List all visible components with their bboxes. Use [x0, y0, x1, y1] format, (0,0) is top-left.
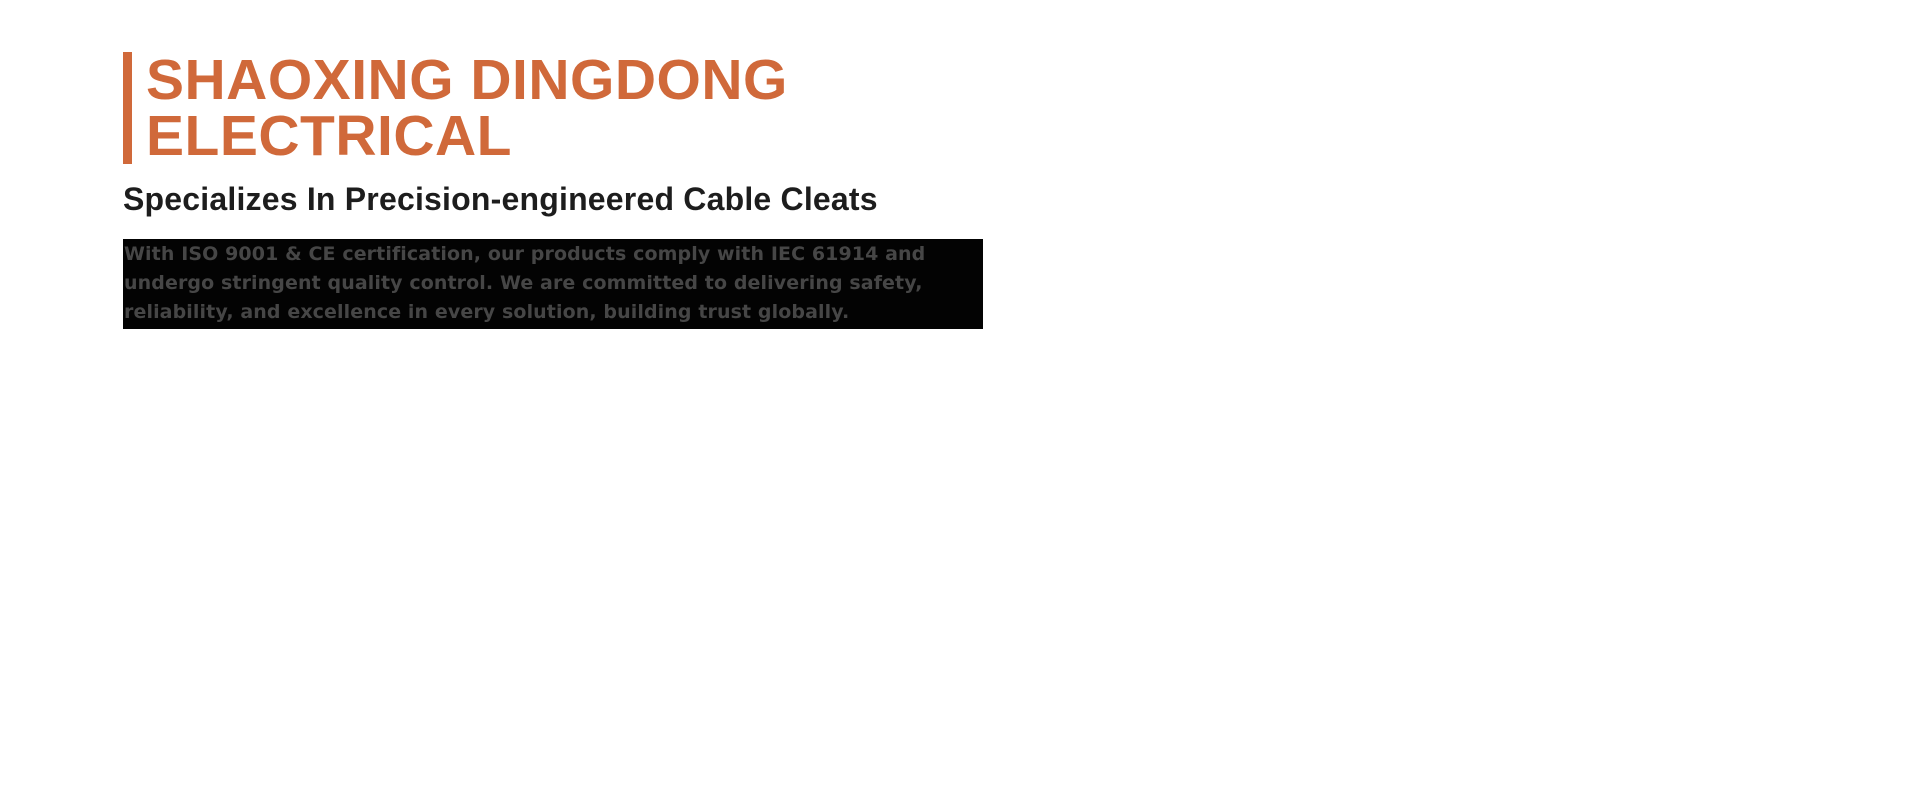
company-title-line1: SHAOXING DINGDONG	[146, 48, 788, 112]
company-title	[123, 48, 1023, 168]
company-title-line2: ELECTRICAL	[146, 104, 512, 168]
company-description: With ISO 9001 & CE certification, our products comply with IEC 61914 and undergo stringent quality control. We are committed to delivering safety, reliability, and excellence in every solution, building trust globally.	[123, 239, 983, 329]
company-tagline: Specializes In Precision-engineered Cable Cleats	[123, 181, 878, 217]
hero-section	[123, 48, 1023, 329]
